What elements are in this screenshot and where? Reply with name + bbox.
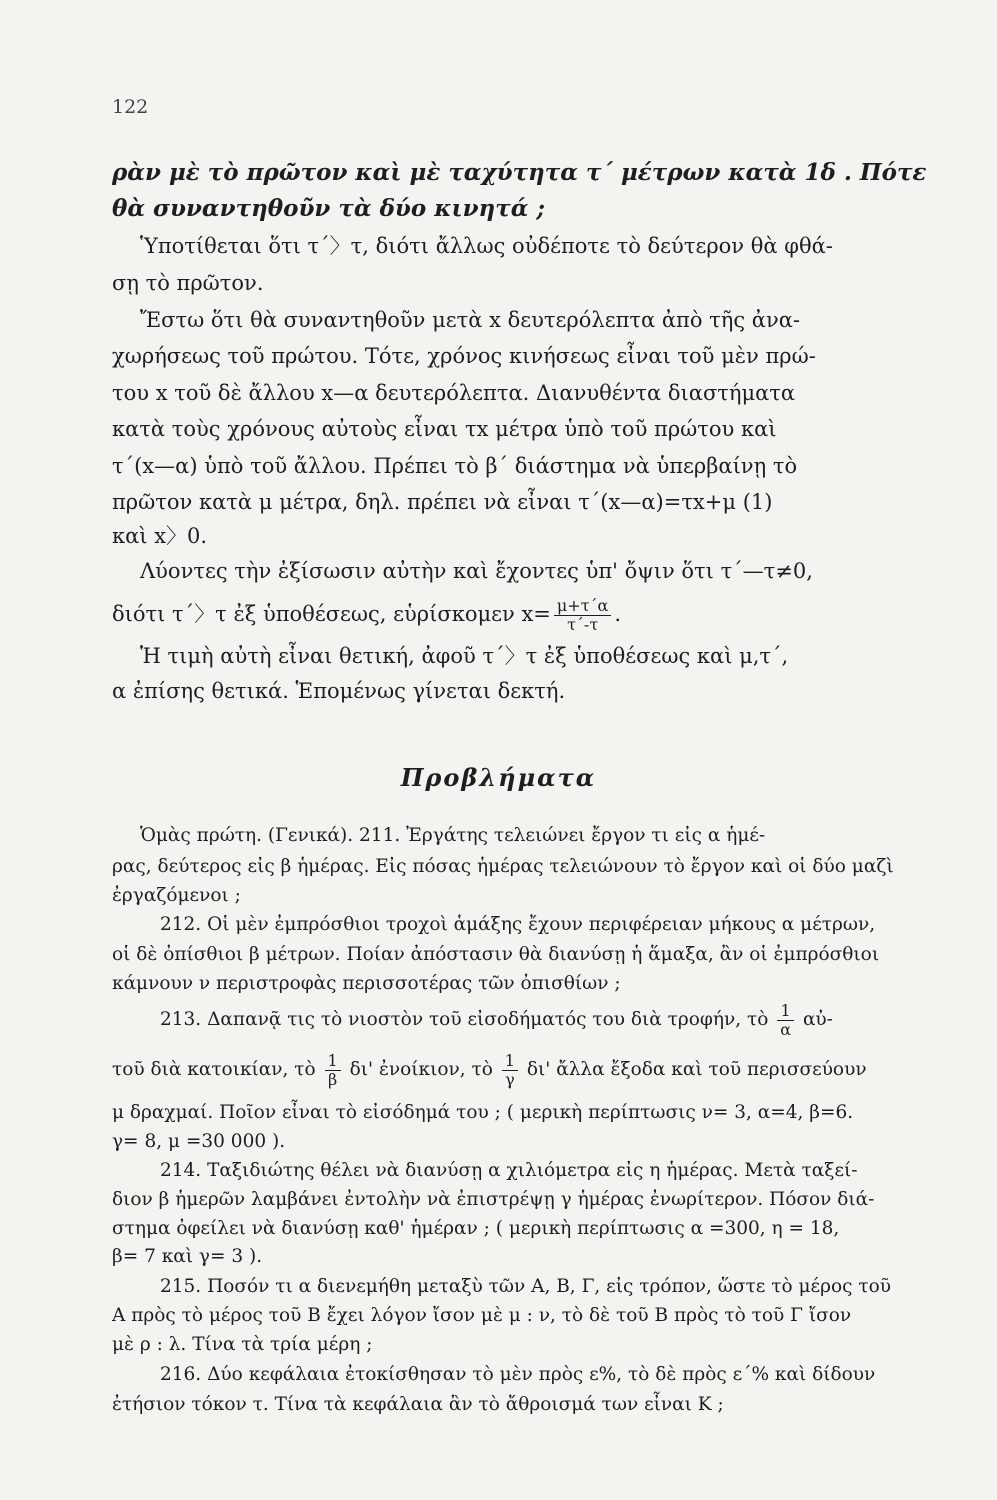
text-line: Λύοντες τὴν ἐξίσωσιν αὐτὴν καὶ ἔχοντες ὑπ' ὄψιν ὅτι τ΄—τ≠0,	[140, 559, 813, 583]
problem-line: ρας, δεύτερος εἰς β ἡμέρας. Εἰς πόσας ἡμέρας τελειώνουν τὸ ἔργον καὶ οἱ δύο μαζὶ	[112, 856, 894, 877]
text-line: ρὰν μὲ τὸ πρῶτον καὶ μὲ ταχύτητα τ΄ μέτρων κατὰ 1δ . Πότε	[112, 159, 927, 186]
page-number: 122	[112, 96, 149, 118]
text-line: Ἡ τιμὴ αὐτὴ εἶναι θετική, ἀφοῦ τ΄〉τ ἐξ ὑποθέσεως καὶ μ,τ΄,	[140, 644, 789, 668]
text-line: του x τοῦ δὲ ἄλλου x—α δευτερόλεπτα. Διανυθέντα διαστήματα	[112, 381, 796, 405]
problem-line: μ δραχμαί. Ποῖον εἶναι τὸ εἰσόδημά του ; ( μερικὴ περίπτωσις ν= 3, α=4, β=6.	[112, 1102, 854, 1123]
text-line: πρῶτον κατὰ μ μέτρα, δηλ. πρέπει νὰ εἶναι τ΄(x—α)=τx+μ (1)	[112, 490, 773, 514]
problem-text: αὐ-	[802, 1009, 833, 1030]
text-line: θὰ συναντηθοῦν τὰ δύο κινητά ;	[112, 195, 545, 222]
text-line: σῃ τὸ πρῶτον.	[112, 271, 264, 295]
problem-line: Ὁμὰς πρώτη. (Γενικά). 211. Ἐργάτης τελειώνει ἔργον τι εἰς α ἡμέ-	[140, 825, 766, 846]
fraction	[554, 597, 611, 634]
text-line: Ἔστω ὅτι θὰ συναντηθοῦν μετὰ x δευτερόλεπτα ἀπὸ τῆς ἀνα-	[140, 308, 801, 332]
section-heading: Προβλήματα	[400, 763, 597, 792]
text-line: καὶ x〉0.	[112, 524, 208, 548]
formula-suffix: .	[614, 602, 622, 626]
problem-text: δι' ἐνοίκιον, τὸ	[349, 1059, 493, 1080]
fraction-numerator: 1	[502, 1052, 518, 1071]
fraction-denominator: γ	[505, 1069, 515, 1089]
problem-213-line-2	[112, 1045, 962, 1095]
problem-line: Α πρὸς τὸ μέρος τοῦ Β ἔχει λόγον ἴσον μὲ μ : ν, τὸ δὲ τοῦ Β πρὸς τὸ τοῦ Γ ἴσον	[112, 1305, 852, 1326]
problem-line: ἐτήσιον τόκον τ. Τίνα τὰ κεφάλαια ἂν τὸ ἄθροισμά των εἶναι Κ ;	[112, 1394, 724, 1415]
fraction	[325, 1052, 341, 1089]
fraction-denominator: β	[328, 1069, 338, 1089]
text-line: χωρήσεως τοῦ πρώτου. Τότε, χρόνος κινήσεως εἶναι τοῦ μὲν πρώ-	[112, 344, 816, 368]
problem-line: διον β ἡμερῶν λαμβάνει ἐντολὴν νὰ ἐπιστρέψῃ γ ἡμέρας ἐνωρίτερον. Πόσον διά-	[112, 1189, 875, 1210]
fraction-denominator: α	[780, 1019, 792, 1039]
problem-line: γ= 8, μ =30 000 ).	[112, 1131, 286, 1152]
fraction	[502, 1052, 518, 1089]
problem-line: στημα ὀφείλει νὰ διανύσῃ καθ' ἡμέραν ; ( μερικὴ περίπτωσις α =300, η = 18,	[112, 1218, 840, 1239]
problem-line: 214. Ταξιδιώτης θέλει νὰ διανύσῃ α χιλιόμετρα εἰς η ἡμέρας. Μετὰ ταξεί-	[160, 1160, 858, 1181]
fraction	[777, 1002, 794, 1039]
text-line: τ΄(x—α) ὑπὸ τοῦ ἄλλου. Πρέπει τὸ β΄ διάστημα νὰ ὑπερβαίνῃ τὸ	[112, 454, 798, 478]
problem-line: 212. Οἱ μὲν ἐμπρόσθιοι τροχοὶ ἁμάξης ἔχουν περιφέρειαν μήκους α μέτρων,	[160, 914, 876, 935]
fraction-numerator: 1	[325, 1052, 341, 1071]
problem-213-line-1	[112, 996, 997, 1044]
text-line: α ἐπίσης θετικά. Ἑπομένως γίνεται δεκτή.	[112, 679, 566, 703]
problem-text: 213. Δαπανᾷ τις τὸ νιοστὸν τοῦ εἰσοδήματός του διὰ τροφήν, τὸ	[160, 1009, 769, 1030]
problem-line: ἐργαζόμενοι ;	[112, 885, 241, 906]
problem-line: οἱ δὲ ὀπίσθιοι β μέτρων. Ποίαν ἀπόστασιν θὰ διανύσῃ ἡ ἅμαξα, ἂν οἱ ἐμπρόσθιοι	[112, 944, 880, 965]
fraction-numerator: μ+τ΄α	[554, 597, 611, 616]
text-line: κατὰ τοὺς χρόνους αὐτοὺς εἶναι τx μέτρα ὑπὸ τοῦ πρώτου καὶ	[112, 417, 777, 441]
formula-prefix: διότι τ΄〉τ ἐξ ὑποθέσεως, εὑρίσκομεν x=	[112, 602, 551, 626]
problem-line: κάμνουν ν περιστροφὰς περισσοτέρας τῶν ὀπισθίων ;	[112, 973, 621, 994]
formula-line	[112, 590, 962, 638]
problem-line: μὲ ρ : λ. Τίνα τὰ τρία μέρη ;	[112, 1334, 373, 1355]
fraction-denominator: τ΄-τ	[567, 615, 599, 634]
text-line: Ὑποτίθεται ὅτι τ΄〉τ, διότι ἄλλως οὐδέποτε τὸ δεύτερον θὰ φθά-	[140, 234, 833, 258]
fraction-numerator: 1	[777, 1002, 794, 1021]
problem-line: 216. Δύο κεφάλαια ἐτοκίσθησαν τὸ μὲν πρὸς ε%, τὸ δὲ πρὸς ε΄% καὶ δίδουν	[160, 1364, 876, 1385]
problem-line: 215. Ποσόν τι α διενεμήθη μεταξὺ τῶν Α, Β, Γ, εἰς τρόπον, ὥστε τὸ μέρος τοῦ	[160, 1276, 891, 1297]
problem-text: δι' ἄλλα ἔξοδα καὶ τοῦ περισσεύουν	[526, 1059, 867, 1080]
problem-line: β= 7 καὶ γ= 3 ).	[112, 1246, 263, 1267]
problem-text: τοῦ διὰ κατοικίαν, τὸ	[112, 1059, 316, 1080]
